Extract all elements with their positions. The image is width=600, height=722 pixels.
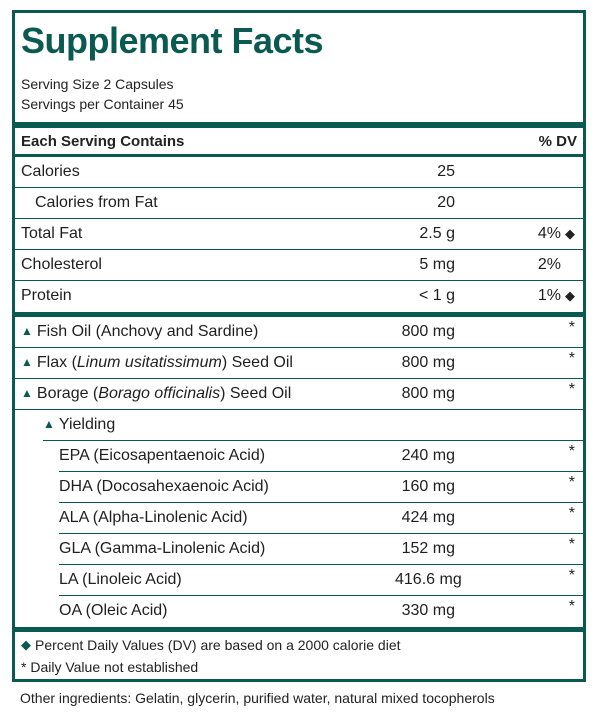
- nutrient-amount: 240 mg: [401, 447, 455, 464]
- nutrient-dv: [538, 219, 575, 249]
- nutrient-amount: 20: [437, 194, 455, 211]
- nutrient-dv: *: [568, 536, 575, 553]
- row-calories-from-fat: [15, 188, 583, 218]
- nutrient-dv: 2%: [537, 256, 561, 273]
- row-dha: [15, 472, 583, 502]
- panel-title: Supplement Facts: [21, 20, 324, 61]
- diamond-icon: ◆: [565, 226, 575, 241]
- nutrient-dv: *: [568, 505, 575, 522]
- row-protein: [15, 281, 583, 311]
- serving-size: Serving Size 2 Capsules: [21, 76, 174, 92]
- servings-per-container: Servings per Container 45: [21, 96, 184, 112]
- dv-value: 4%: [537, 225, 561, 242]
- row-borage-oil: [15, 379, 583, 409]
- triangle-icon: ▲: [43, 417, 55, 431]
- other-ingredients: Other ingredients: Gelatin, glycerin, purified water, natural mixed tocopherols: [20, 690, 495, 706]
- nutrient-name: GLA (Gamma-Linolenic Acid): [59, 540, 266, 557]
- nutrient-dv: *: [568, 350, 575, 367]
- header-each-serving: Each Serving Contains: [21, 133, 185, 150]
- nutrient-name: Calories from Fat: [35, 194, 158, 211]
- row-la: [15, 565, 583, 595]
- name-text: ) Seed Oil: [221, 354, 293, 371]
- nutrient-dv: *: [568, 319, 575, 336]
- nutrient-amount: 800 mg: [401, 385, 455, 402]
- row-total-fat: [15, 219, 583, 249]
- nutrient-dv: *: [568, 381, 575, 398]
- header-dv: % DV: [538, 133, 577, 150]
- nutrient-name: Total Fat: [21, 225, 83, 242]
- nutrient-name: Protein: [21, 287, 72, 304]
- nutrient-amount: 2.5 g: [419, 225, 455, 242]
- row-cholesterol: [15, 250, 583, 280]
- dv-value: 1%: [537, 287, 561, 304]
- nutrient-amount: 152 mg: [401, 540, 455, 557]
- triangle-icon: ▲: [21, 386, 33, 400]
- nutrient-dv: *: [568, 474, 575, 491]
- nutrient-name: Cholesterol: [21, 256, 102, 273]
- nutrient-dv: *: [568, 598, 575, 615]
- row-ala: [15, 503, 583, 533]
- table-header: [21, 130, 577, 154]
- nutrient-amount: 5 mg: [419, 256, 455, 273]
- thick-divider: [15, 122, 583, 128]
- latin-name: Linum usitatissimum: [76, 354, 222, 371]
- nutrient-name: [21, 379, 291, 409]
- nutrient-amount: 416.6 mg: [395, 571, 462, 588]
- row-epa: [15, 441, 583, 471]
- nutrient-amount: < 1 g: [418, 287, 455, 304]
- name-text: Fish Oil (Anchovy and Sardine): [36, 323, 259, 340]
- row-fish-oil: [15, 317, 583, 347]
- name-text: Flax (: [36, 354, 77, 371]
- nutrient-name: ALA (Alpha-Linolenic Acid): [59, 509, 248, 526]
- diamond-icon: ◆: [565, 288, 575, 303]
- nutrient-name: DHA (Docosahexaenoic Acid): [59, 478, 269, 495]
- nutrient-amount: 800 mg: [401, 354, 455, 371]
- nutrient-name: [43, 410, 115, 440]
- row-yielding: [15, 410, 583, 440]
- nutrient-amount: 800 mg: [401, 323, 455, 340]
- row-oa: [15, 596, 583, 626]
- name-text: Borage (: [36, 385, 99, 402]
- nutrient-dv: [538, 281, 575, 311]
- nutrient-amount: 160 mg: [401, 478, 455, 495]
- footnote-text: Percent Daily Values (DV) are based on a 2000 calorie diet: [35, 637, 401, 653]
- nutrient-name: [21, 317, 258, 347]
- nutrient-dv: *: [568, 567, 575, 584]
- latin-name: Borago officinalis: [98, 385, 221, 402]
- nutrient-name: LA (Linoleic Acid): [59, 571, 182, 588]
- nutrient-amount: 25: [437, 163, 455, 180]
- nutrient-dv: *: [568, 443, 575, 460]
- nutrient-amount: 424 mg: [401, 509, 455, 526]
- row-gla: [15, 534, 583, 564]
- name-text: Yielding: [58, 416, 116, 433]
- triangle-icon: ▲: [21, 324, 33, 338]
- footnote-star: * Daily Value not established: [21, 659, 199, 675]
- nutrient-name: OA (Oleic Acid): [59, 602, 168, 619]
- nutrient-name: EPA (Eicosapentaenoic Acid): [59, 447, 266, 464]
- name-text: ) Seed Oil: [220, 385, 292, 402]
- row-flax-oil: [15, 348, 583, 378]
- thick-divider: [15, 627, 583, 632]
- footnote-dv: [21, 636, 401, 655]
- triangle-icon: ▲: [21, 355, 33, 369]
- nutrient-name: [21, 348, 293, 378]
- nutrient-name: Calories: [21, 163, 80, 180]
- nutrient-amount: 330 mg: [401, 602, 455, 619]
- row-calories: [15, 157, 583, 187]
- supplement-facts-panel: [12, 10, 586, 682]
- diamond-icon: ◆: [21, 637, 31, 652]
